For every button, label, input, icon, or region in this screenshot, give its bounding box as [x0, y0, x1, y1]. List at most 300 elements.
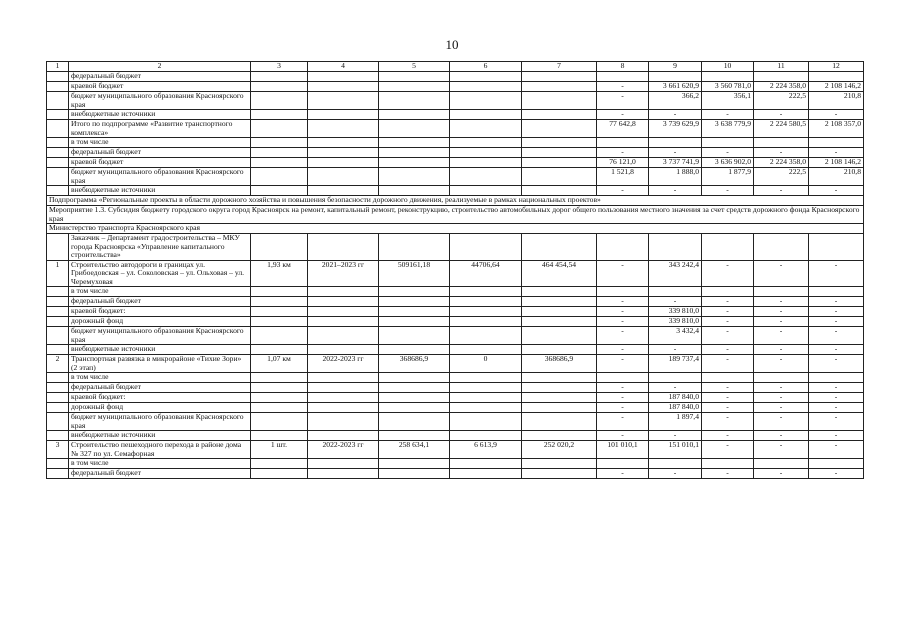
- table-row: [47, 206, 864, 224]
- row-label-cell: краевой бюджет: [69, 158, 251, 168]
- table-cell: [809, 234, 864, 261]
- row-label-cell: бюджет муниципального образования Красноярского края: [69, 168, 251, 186]
- table-cell: [450, 327, 522, 345]
- table-cell: [522, 92, 597, 110]
- table-cell: 2022-2023 гг: [308, 355, 379, 373]
- table-cell: -: [597, 327, 649, 345]
- column-header: 12: [809, 62, 864, 72]
- table-cell: 339 810,0: [649, 307, 702, 317]
- table-cell: [47, 120, 69, 138]
- table-cell: 1 521,8: [597, 168, 649, 186]
- table-cell: [308, 469, 379, 479]
- table-cell: 2 224 358,0: [754, 158, 809, 168]
- table-cell: -: [809, 441, 864, 459]
- table-cell: -: [597, 413, 649, 431]
- table-cell: -: [649, 297, 702, 307]
- table-cell: [522, 82, 597, 92]
- table-cell: [308, 82, 379, 92]
- table-cell: [251, 383, 308, 393]
- table-cell: [597, 459, 649, 469]
- table-cell: [754, 72, 809, 82]
- row-label-cell: краевой бюджет: [69, 82, 251, 92]
- table-cell: [47, 373, 69, 383]
- table-row: [47, 383, 864, 393]
- table-cell: [251, 469, 308, 479]
- table-cell: [522, 234, 597, 261]
- table-cell: -: [649, 431, 702, 441]
- table-cell: -: [597, 110, 649, 120]
- table-cell: [649, 234, 702, 261]
- table-cell: 187 840,0: [649, 403, 702, 413]
- table-cell: [450, 307, 522, 317]
- row-label-cell: бюджет муниципального образования Красноярского края: [69, 413, 251, 431]
- table-cell: [597, 373, 649, 383]
- table-cell: [450, 383, 522, 393]
- table-cell: [522, 469, 597, 479]
- column-header: 11: [754, 62, 809, 72]
- table-cell: [47, 459, 69, 469]
- table-cell: [47, 307, 69, 317]
- table-cell: [47, 110, 69, 120]
- table-cell: -: [649, 110, 702, 120]
- table-cell: [450, 158, 522, 168]
- table-cell: -: [702, 110, 754, 120]
- table-cell: -: [809, 186, 864, 196]
- table-row: [47, 168, 864, 186]
- table-cell: -: [754, 148, 809, 158]
- row-label-cell: федеральный бюджет: [69, 469, 251, 479]
- table-cell: [308, 168, 379, 186]
- table-cell: [379, 393, 450, 403]
- row-label-cell: внебюджетные источники: [69, 431, 251, 441]
- table-cell: [649, 373, 702, 383]
- table-row: [47, 441, 864, 459]
- row-label-cell: дорожный фонд: [69, 317, 251, 327]
- table-cell: [47, 186, 69, 196]
- table-cell: [47, 327, 69, 345]
- table-cell: [522, 413, 597, 431]
- table-cell: [649, 459, 702, 469]
- table-cell: -: [754, 413, 809, 431]
- table-cell: [47, 287, 69, 297]
- table-cell: [522, 287, 597, 297]
- row-label-cell: федеральный бюджет: [69, 297, 251, 307]
- table-cell: -: [754, 355, 809, 373]
- table-cell: [450, 373, 522, 383]
- table-cell: [308, 317, 379, 327]
- table-cell: -: [597, 355, 649, 373]
- row-label-cell: бюджет муниципального образования Красноярского края: [69, 327, 251, 345]
- table-cell: 101 010,1: [597, 441, 649, 459]
- table-cell: [649, 287, 702, 297]
- table-cell: [308, 307, 379, 317]
- table-cell: [702, 287, 754, 297]
- row-label-cell: бюджет муниципального образования Красноярского края: [69, 92, 251, 110]
- table-cell: 1 888,0: [649, 168, 702, 186]
- table-cell: [308, 431, 379, 441]
- table-cell: -: [809, 327, 864, 345]
- table-header-row: [47, 62, 864, 72]
- table-cell: [308, 287, 379, 297]
- table-cell: -: [702, 327, 754, 345]
- table-cell: [251, 307, 308, 317]
- table-cell: -: [649, 345, 702, 355]
- table-cell: -: [702, 260, 754, 287]
- table-cell: [450, 82, 522, 92]
- table-cell: 210,8: [809, 168, 864, 186]
- table-cell: 6 613,9: [450, 441, 522, 459]
- table-cell: [47, 317, 69, 327]
- table-cell: [308, 120, 379, 138]
- row-label-cell: федеральный бюджет: [69, 383, 251, 393]
- table-cell: [251, 158, 308, 168]
- table-row: [47, 469, 864, 479]
- table-cell: [47, 234, 69, 261]
- table-cell: -: [754, 110, 809, 120]
- table-cell: [379, 459, 450, 469]
- table-row: [47, 224, 864, 234]
- table-cell: -: [597, 82, 649, 92]
- table-cell: [251, 186, 308, 196]
- table-cell: 3 661 620,9: [649, 82, 702, 92]
- table-cell: 2 108 146,2: [809, 158, 864, 168]
- table-cell: 356,1: [702, 92, 754, 110]
- table-cell: 189 737,4: [649, 355, 702, 373]
- table-cell: 2022-2023 гг: [308, 441, 379, 459]
- table-cell: [379, 92, 450, 110]
- table-cell: -: [809, 345, 864, 355]
- table-cell: [809, 72, 864, 82]
- table-cell: [522, 393, 597, 403]
- row-label-cell: Строительство пешеходного перехода в районе дома № 327 по ул. Семафорная: [69, 441, 251, 459]
- column-header: 1: [47, 62, 69, 72]
- table-cell: [379, 138, 450, 148]
- table-cell: [379, 186, 450, 196]
- row-label-cell: внебюджетные источники: [69, 345, 251, 355]
- table-cell: [522, 403, 597, 413]
- table-cell: -: [809, 393, 864, 403]
- table-cell: [308, 186, 379, 196]
- table-cell: 2021–2023 гг: [308, 260, 379, 287]
- table-cell: [379, 297, 450, 307]
- row-label-cell: в том числе: [69, 138, 251, 148]
- table-cell: [754, 373, 809, 383]
- table-cell: 1 шт.: [251, 441, 308, 459]
- table-cell: -: [754, 383, 809, 393]
- table-cell: [809, 287, 864, 297]
- table-cell: [522, 148, 597, 158]
- table-row: [47, 413, 864, 431]
- table-cell: [522, 72, 597, 82]
- table-cell: [251, 413, 308, 431]
- table-row: [47, 120, 864, 138]
- column-header: 9: [649, 62, 702, 72]
- table-cell: [47, 82, 69, 92]
- table-cell: [379, 307, 450, 317]
- table-cell: [308, 403, 379, 413]
- page-number: 10: [445, 37, 459, 52]
- table-cell: [379, 469, 450, 479]
- table-cell: 3 432,4: [649, 327, 702, 345]
- table-cell: -: [649, 148, 702, 158]
- table-cell: [308, 327, 379, 345]
- table-cell: [379, 72, 450, 82]
- table-row: [47, 138, 864, 148]
- table-cell: [308, 373, 379, 383]
- table-cell: [450, 138, 522, 148]
- table-cell: -: [754, 260, 809, 287]
- table-cell: [450, 459, 522, 469]
- row-label-cell: краевой бюджет:: [69, 393, 251, 403]
- table-cell: 2: [47, 355, 69, 373]
- table-cell: 368686,9: [522, 355, 597, 373]
- table-cell: [251, 148, 308, 158]
- table-cell: -: [754, 297, 809, 307]
- table-cell: -: [754, 186, 809, 196]
- table-cell: 77 642,8: [597, 120, 649, 138]
- table-cell: -: [809, 317, 864, 327]
- table-cell: [251, 393, 308, 403]
- table-row: [47, 72, 864, 82]
- table-cell: [809, 138, 864, 148]
- table-cell: 343 242,4: [649, 260, 702, 287]
- table-cell: -: [754, 317, 809, 327]
- table-cell: [450, 234, 522, 261]
- table-cell: [597, 287, 649, 297]
- table-cell: [702, 459, 754, 469]
- table-cell: [522, 307, 597, 317]
- table-cell: [754, 287, 809, 297]
- table-cell: [251, 317, 308, 327]
- table-cell: [308, 148, 379, 158]
- table-cell: [251, 92, 308, 110]
- table-cell: [47, 469, 69, 479]
- table-cell: [522, 110, 597, 120]
- table-cell: [522, 327, 597, 345]
- table-cell: [450, 120, 522, 138]
- table-cell: [47, 393, 69, 403]
- column-header: 3: [251, 62, 308, 72]
- table-cell: [754, 234, 809, 261]
- table-cell: [522, 431, 597, 441]
- table-cell: [379, 431, 450, 441]
- table-cell: [809, 459, 864, 469]
- table-cell: [47, 297, 69, 307]
- table-cell: -: [702, 393, 754, 403]
- table-cell: [702, 72, 754, 82]
- table-row: [47, 403, 864, 413]
- row-label-cell: Заказчик – Департамент градостроительства – МКУ города Красноярска «Управление капитального строительства»: [69, 234, 251, 261]
- table-cell: -: [702, 345, 754, 355]
- table-cell: -: [597, 148, 649, 158]
- table-cell: [379, 317, 450, 327]
- table-cell: [308, 297, 379, 307]
- table-cell: [251, 110, 308, 120]
- table-cell: [522, 120, 597, 138]
- table-cell: -: [649, 383, 702, 393]
- table-cell: -: [809, 110, 864, 120]
- table-cell: 44706,64: [450, 260, 522, 287]
- table-row: [47, 148, 864, 158]
- table-cell: [450, 469, 522, 479]
- table-cell: 366,2: [649, 92, 702, 110]
- table-cell: [649, 138, 702, 148]
- row-label-cell: в том числе: [69, 373, 251, 383]
- table-cell: 222,5: [754, 92, 809, 110]
- table-cell: -: [597, 186, 649, 196]
- table-cell: -: [809, 403, 864, 413]
- table-cell: -: [702, 403, 754, 413]
- table-cell: -: [702, 186, 754, 196]
- table-cell: -: [597, 307, 649, 317]
- row-label-cell: федеральный бюджет: [69, 72, 251, 82]
- table-cell: 1 877,9: [702, 168, 754, 186]
- table-row: [47, 373, 864, 383]
- table-cell: [450, 413, 522, 431]
- table-cell: [251, 327, 308, 345]
- table-cell: -: [809, 413, 864, 431]
- column-header: 7: [522, 62, 597, 72]
- table-cell: [47, 168, 69, 186]
- table-cell: [308, 138, 379, 148]
- table-cell: 368686,9: [379, 355, 450, 373]
- table-cell: [379, 168, 450, 186]
- table-cell: 76 121,0: [597, 158, 649, 168]
- table-cell: -: [702, 148, 754, 158]
- table-cell: [754, 138, 809, 148]
- table-cell: 3 737 741,9: [649, 158, 702, 168]
- table-cell: -: [597, 92, 649, 110]
- table-cell: [379, 383, 450, 393]
- table-cell: [450, 403, 522, 413]
- table-row: [47, 196, 864, 206]
- row-label-cell: внебюджетные источники: [69, 110, 251, 120]
- table-cell: [251, 431, 308, 441]
- table-cell: [702, 138, 754, 148]
- table-cell: -: [597, 297, 649, 307]
- table-cell: 1 897,4: [649, 413, 702, 431]
- row-label-cell: краевой бюджет:: [69, 307, 251, 317]
- table-cell: [379, 234, 450, 261]
- table-cell: -: [597, 403, 649, 413]
- table-cell: -: [809, 297, 864, 307]
- table-cell: -: [809, 383, 864, 393]
- table-cell: -: [809, 307, 864, 317]
- table-cell: -: [754, 403, 809, 413]
- section-heading-cell: Подпрограмма «Региональные проекты в области дорожного хозяйства и повышения безопасности дорожного движения, реализуемые в рамках национальных проектов»: [47, 196, 864, 206]
- table-cell: 1,07 км: [251, 355, 308, 373]
- table-cell: 464 454,54: [522, 260, 597, 287]
- table-row: [47, 431, 864, 441]
- table-cell: [522, 138, 597, 148]
- table-row: [47, 327, 864, 345]
- table-cell: -: [754, 307, 809, 317]
- table-cell: [522, 158, 597, 168]
- table-row: [47, 92, 864, 110]
- row-label-cell: в том числе: [69, 459, 251, 469]
- table-cell: [702, 234, 754, 261]
- table-cell: [450, 72, 522, 82]
- table-cell: 1: [47, 260, 69, 287]
- table-row: [47, 110, 864, 120]
- table-cell: -: [597, 431, 649, 441]
- table-cell: -: [754, 393, 809, 403]
- table-cell: 3 636 902,0: [702, 158, 754, 168]
- table-cell: [522, 317, 597, 327]
- table-row: [47, 287, 864, 297]
- table-cell: [450, 317, 522, 327]
- table-cell: [379, 345, 450, 355]
- table-cell: [522, 373, 597, 383]
- column-header: 6: [450, 62, 522, 72]
- table-cell: [450, 110, 522, 120]
- table-cell: [649, 72, 702, 82]
- table-cell: [47, 403, 69, 413]
- table-cell: [308, 383, 379, 393]
- table-cell: [450, 92, 522, 110]
- table-cell: -: [649, 186, 702, 196]
- table-cell: [522, 297, 597, 307]
- table-cell: [522, 383, 597, 393]
- table-cell: [450, 297, 522, 307]
- table-cell: [308, 459, 379, 469]
- table-cell: -: [597, 317, 649, 327]
- table-cell: [450, 431, 522, 441]
- table-row: [47, 297, 864, 307]
- table-cell: [754, 459, 809, 469]
- table-cell: -: [702, 431, 754, 441]
- column-header: 4: [308, 62, 379, 72]
- table-cell: [251, 345, 308, 355]
- table-cell: 258 634,1: [379, 441, 450, 459]
- table-row: [47, 345, 864, 355]
- table-cell: 2 108 357,0: [809, 120, 864, 138]
- table-cell: 509161,18: [379, 260, 450, 287]
- table-cell: [47, 383, 69, 393]
- table-cell: [379, 158, 450, 168]
- table-cell: [251, 234, 308, 261]
- table-cell: [308, 72, 379, 82]
- table-cell: -: [702, 355, 754, 373]
- table-cell: [522, 168, 597, 186]
- table-cell: [450, 393, 522, 403]
- table-cell: -: [754, 431, 809, 441]
- table-cell: [47, 72, 69, 82]
- table-cell: -: [597, 469, 649, 479]
- table-cell: [379, 327, 450, 345]
- table-cell: [379, 148, 450, 158]
- table-cell: -: [809, 260, 864, 287]
- table-cell: 252 020,2: [522, 441, 597, 459]
- table-row: [47, 158, 864, 168]
- table-cell: [308, 158, 379, 168]
- row-label-cell: Итого по подпрограмме «Развитие транспортного комплекса»: [69, 120, 251, 138]
- table-cell: -: [649, 469, 702, 479]
- row-label-cell: Транспортная развязка в микрорайоне «Тихие Зори» (2 этап): [69, 355, 251, 373]
- table-row: [47, 307, 864, 317]
- table-cell: [47, 413, 69, 431]
- table-cell: -: [597, 383, 649, 393]
- table-cell: -: [754, 345, 809, 355]
- table-cell: 339 810,0: [649, 317, 702, 327]
- table-cell: [251, 120, 308, 138]
- table-cell: [308, 345, 379, 355]
- table-cell: [450, 287, 522, 297]
- table-cell: [308, 413, 379, 431]
- row-label-cell: в том числе: [69, 287, 251, 297]
- row-label-cell: Строительство автодороги в границах ул. Грибоедовская – ул. Соколовская – ул. Ольховая – ул. Черемуховая: [69, 260, 251, 287]
- table-cell: [379, 287, 450, 297]
